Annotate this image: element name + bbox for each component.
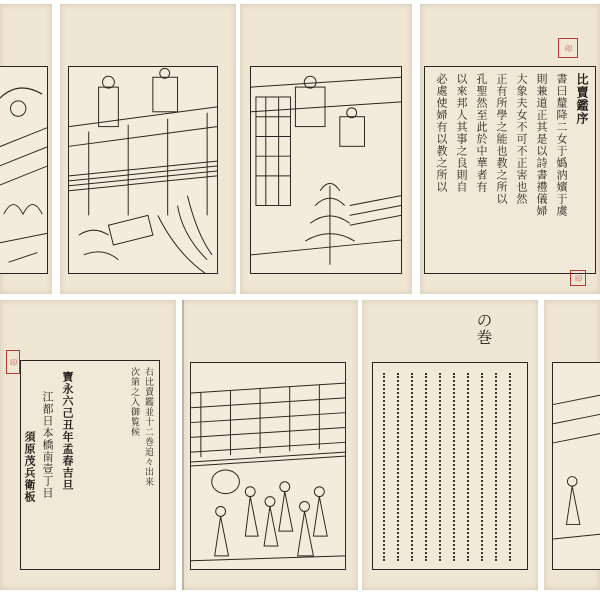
illustration-veranda-scene bbox=[68, 66, 218, 274]
book-page-top-2 bbox=[60, 4, 236, 294]
colophon-note: 右比賣鑑並十二巻追々出来 bbox=[143, 367, 153, 487]
colophon-publisher: 須原茂兵衛板 bbox=[23, 431, 36, 503]
preface-column: 書曰釐降二女于嬀汭嬪于虞 bbox=[555, 73, 568, 217]
colophon-note: 次第之入御覧候 bbox=[129, 367, 139, 437]
page-handwritten-glyph: の巻 bbox=[474, 312, 493, 346]
book-page-bottom-3 bbox=[362, 300, 538, 590]
red-seal-stamp: 印 bbox=[570, 270, 586, 286]
red-seal-stamp: 印 bbox=[6, 350, 20, 374]
colophon-text-frame bbox=[20, 360, 160, 570]
colophon-date: 寶永六己丑年孟春吉旦 bbox=[61, 371, 74, 491]
book-spine bbox=[182, 300, 184, 590]
book-page-top-4-preface bbox=[420, 4, 600, 294]
preface-column: 則兼道正其是以詩書禮儀婦 bbox=[535, 73, 548, 217]
preface-title: 比賣鑑序 bbox=[575, 73, 589, 125]
book-page-bottom-4 bbox=[544, 300, 600, 590]
preface-text-frame bbox=[424, 66, 596, 274]
cursive-text-frame bbox=[372, 362, 528, 570]
book-page-bottom-1-colophon bbox=[0, 300, 176, 590]
illustration-procession-scene bbox=[190, 362, 346, 570]
red-seal-stamp: 印 bbox=[558, 38, 578, 58]
book-page-top-1 bbox=[0, 4, 52, 294]
preface-column: 正有所學之能也教之所以 bbox=[495, 73, 508, 205]
illustration-partial-scene bbox=[552, 362, 600, 570]
preface-column: 以來邦人其事之良則自 bbox=[455, 73, 468, 193]
book-page-top-3 bbox=[240, 4, 412, 294]
preface-column: 孔聖然至此於中華者有 bbox=[475, 73, 488, 193]
colophon-address: 江都日本橋南壹丁目 bbox=[41, 391, 54, 499]
illustration-garden-scene bbox=[0, 66, 48, 274]
illustration-house-pine-scene bbox=[250, 66, 402, 274]
preface-column: 必處使婦有以教之所以 bbox=[435, 73, 448, 193]
book-page-bottom-2 bbox=[182, 300, 358, 590]
preface-column: 大象夫女不可不正害也然 bbox=[515, 73, 528, 205]
